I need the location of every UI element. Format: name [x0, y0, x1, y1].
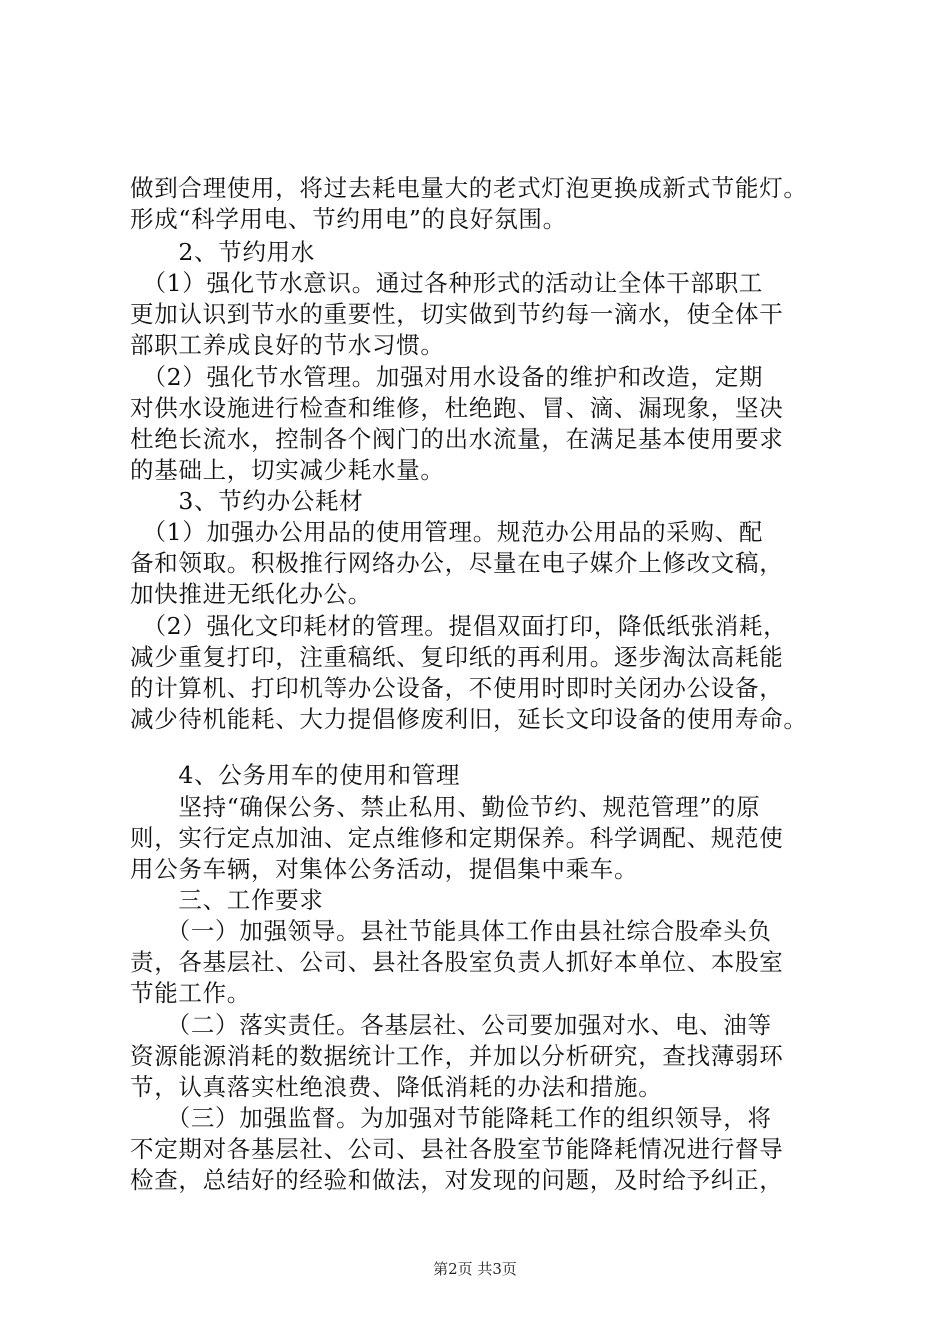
text-line: 节能工作。 — [130, 979, 251, 1007]
section-heading: 3、节约办公耗材 — [130, 487, 364, 515]
section-heading: 4、公务用车的使用和管理 — [130, 761, 461, 789]
text-line: 坚持“确保公务、禁止私用、勤俭节约、规范管理”的原 — [130, 793, 761, 821]
text-line: 检查，总结好的经验和做法，对发现的问题，及时给予纠正， — [130, 1166, 784, 1194]
text-line: （1）加强办公用品的使用管理。规范办公用品的采购、配 — [130, 518, 764, 546]
text-line: 减少重复打印，注重稿纸、复印纸的再利用。逐步淘汰高耗能 — [130, 643, 784, 671]
page-number: 第2页 共3页 — [433, 1260, 517, 1278]
text-line: 形成“科学用电、节约用电”的良好氛围。 — [130, 205, 567, 233]
text-line: 资源能源消耗的数据统计工作，并加以分析研究，查找薄弱环 — [130, 1042, 784, 1070]
text-line: 加快推进无纸化办公。 — [130, 580, 372, 608]
text-line: 的基础上，切实减少耗水量。 — [130, 456, 445, 484]
text-line: 备和领取。积极推行网络办公，尽量在电子媒介上修改文稿， — [130, 549, 784, 577]
text-line: 节，认真落实杜绝浪费、降低消耗的办法和措施。 — [130, 1073, 663, 1101]
text-line: 减少待机能耗、大力提倡修废利旧，延长文印设备的使用寿命。 — [130, 705, 808, 733]
section-heading: 三、工作要求 — [130, 886, 324, 914]
text-line: 对供水设施进行检查和维修，杜绝跑、冒、滴、漏现象，坚决 — [130, 394, 784, 422]
section-heading: 2、节约用水 — [130, 238, 316, 266]
text-line: 做到合理使用，将过去耗电量大的老式灯泡更换成新式节能灯。 — [130, 174, 808, 202]
text-line: （1）强化节水意识。通过各种形式的活动让全体干部职工 — [130, 269, 764, 297]
text-line: （2）强化文印耗材的管理。提倡双面打印，降低纸张消耗， — [130, 612, 788, 640]
text-line: （二）落实责任。各基层社、公司要加强对水、电、油等 — [130, 1011, 772, 1039]
text-line: 责，各基层社、公司、县社各股室负责人抓好本单位、本股室 — [130, 948, 784, 976]
text-line: 则，实行定点加油、定点维修和定期保养。科学调配、规范使 — [130, 824, 784, 852]
text-line: 更加认识到节水的重要性，切实做到节约每一滴水，使全体干 — [130, 300, 784, 328]
text-line: 的计算机、打印机等办公设备，不使用时即时关闭办公设备， — [130, 674, 784, 702]
text-line: 不定期对各基层社、公司、县社各股室节能降耗情况进行督导 — [130, 1135, 784, 1163]
text-line: （三）加强监督。为加强对节能降耗工作的组织领导，将 — [130, 1104, 772, 1132]
text-line: 杜绝长流水，控制各个阀门的出水流量，在满足基本使用要求 — [130, 425, 784, 453]
text-line: （一）加强领导。县社节能具体工作由县社综合股牵头负 — [130, 917, 772, 945]
text-line: （2）强化节水管理。加强对用水设备的维护和改造，定期 — [130, 363, 764, 391]
text-line: 部职工养成良好的节水习惯。 — [130, 331, 445, 359]
text-line: 用公务车辆，对集体公务活动，提倡集中乘车。 — [130, 855, 639, 883]
